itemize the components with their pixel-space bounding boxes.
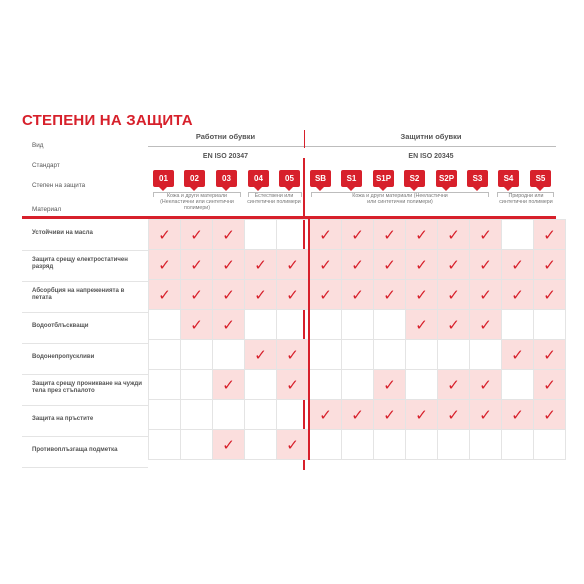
work-standard: EN ISO 20347 xyxy=(202,153,249,160)
check-icon: ✓ xyxy=(222,315,235,334)
row-divider xyxy=(22,250,148,251)
protection-cell xyxy=(374,310,406,340)
protection-cell xyxy=(502,430,534,460)
level-badge-s5: S5 xyxy=(530,170,551,187)
protection-cell xyxy=(181,280,213,310)
work-leather-material: Кожа и други материали (Нееластични или синтетични полимери) xyxy=(160,193,234,212)
protection-cell xyxy=(245,220,277,250)
row-divider xyxy=(22,374,148,375)
protection-cell xyxy=(245,340,277,370)
protection-cell xyxy=(149,340,181,370)
protection-cell xyxy=(245,430,277,460)
safety-leather-material: Кожа и други материали (Нееластични или синтетични полимери) xyxy=(352,193,448,206)
protection-cell xyxy=(245,250,277,280)
protection-cell xyxy=(277,340,310,370)
level-badge-s2p: S2P xyxy=(436,170,457,187)
check-icon: ✓ xyxy=(383,285,396,304)
check-icon: ✓ xyxy=(319,405,332,424)
protection-cell xyxy=(309,430,342,460)
protection-cell xyxy=(213,340,245,370)
table-row xyxy=(149,340,566,370)
protection-cell xyxy=(534,370,566,400)
level-badge-sb: SB xyxy=(310,170,331,187)
protection-cell xyxy=(181,340,213,370)
type-label: Вид xyxy=(32,142,44,149)
check-icon: ✓ xyxy=(319,285,332,304)
table-row xyxy=(149,370,566,400)
protection-cell xyxy=(309,340,342,370)
level-badge-02: 02 xyxy=(184,170,205,187)
check-icon: ✓ xyxy=(543,375,556,394)
protection-cell xyxy=(245,310,277,340)
protection-cell xyxy=(534,340,566,370)
check-icon: ✓ xyxy=(351,285,364,304)
protection-cell xyxy=(470,400,502,430)
check-icon: ✓ xyxy=(158,255,171,274)
protection-cell xyxy=(277,430,310,460)
protection-cell xyxy=(181,430,213,460)
protection-cell xyxy=(406,310,438,340)
protection-cell xyxy=(149,280,181,310)
check-icon: ✓ xyxy=(286,255,299,274)
check-icon: ✓ xyxy=(222,255,235,274)
check-icon: ✓ xyxy=(543,255,556,274)
check-icon: ✓ xyxy=(415,285,428,304)
protection-cell xyxy=(502,400,534,430)
table-row xyxy=(149,430,566,460)
protection-cell xyxy=(502,340,534,370)
check-icon: ✓ xyxy=(190,255,203,274)
row-divider xyxy=(22,281,148,282)
check-icon: ✓ xyxy=(351,225,364,244)
protection-cell xyxy=(309,220,342,250)
protection-cell xyxy=(342,430,374,460)
protection-cell xyxy=(374,220,406,250)
protection-cell xyxy=(149,430,181,460)
protection-cell xyxy=(245,400,277,430)
protection-cell xyxy=(534,310,566,340)
page-title: СТЕПЕНИ НА ЗАЩИТА xyxy=(22,112,193,129)
check-icon: ✓ xyxy=(286,345,299,364)
check-icon: ✓ xyxy=(383,255,396,274)
protection-level-label: Степен на защита xyxy=(32,182,86,189)
protection-cell xyxy=(342,370,374,400)
check-icon: ✓ xyxy=(286,375,299,394)
protection-cell xyxy=(406,280,438,310)
check-icon: ✓ xyxy=(447,405,460,424)
protection-cell xyxy=(149,250,181,280)
protection-cell xyxy=(534,430,566,460)
check-icon: ✓ xyxy=(543,405,556,424)
protection-cell xyxy=(277,280,310,310)
protection-cell xyxy=(406,340,438,370)
protection-cell xyxy=(342,250,374,280)
protection-cell xyxy=(277,370,310,400)
protection-cell xyxy=(470,280,502,310)
check-icon: ✓ xyxy=(222,285,235,304)
feature-label: Противоплъзгаща подметка xyxy=(32,446,118,453)
protection-cell xyxy=(374,430,406,460)
protection-cell xyxy=(438,250,470,280)
protection-cell xyxy=(181,250,213,280)
check-icon: ✓ xyxy=(415,405,428,424)
protection-cell xyxy=(309,310,342,340)
check-icon: ✓ xyxy=(543,345,556,364)
protection-cell xyxy=(213,220,245,250)
protection-cell xyxy=(181,220,213,250)
protection-cell xyxy=(374,370,406,400)
check-icon: ✓ xyxy=(447,375,460,394)
protection-cell xyxy=(438,310,470,340)
protection-cell xyxy=(342,340,374,370)
protection-cell xyxy=(309,280,342,310)
safety-natural-material: Природни или синтетични полимери xyxy=(499,193,553,206)
protection-cell xyxy=(534,250,566,280)
protection-cell xyxy=(406,400,438,430)
check-icon: ✓ xyxy=(511,255,524,274)
check-icon: ✓ xyxy=(543,225,556,244)
protection-cell xyxy=(406,220,438,250)
level-badge-04: 04 xyxy=(248,170,269,187)
protection-cell xyxy=(277,310,310,340)
protection-cell xyxy=(502,220,534,250)
check-icon: ✓ xyxy=(286,435,299,454)
check-icon: ✓ xyxy=(479,375,492,394)
protection-cell xyxy=(374,250,406,280)
material-label: Материал xyxy=(32,206,62,213)
protection-cell xyxy=(277,250,310,280)
table-row xyxy=(149,250,566,280)
protection-cell xyxy=(438,340,470,370)
row-divider xyxy=(22,436,148,437)
check-icon: ✓ xyxy=(415,315,428,334)
check-icon: ✓ xyxy=(351,255,364,274)
protection-cell xyxy=(470,310,502,340)
protection-cell xyxy=(181,310,213,340)
check-icon: ✓ xyxy=(351,405,364,424)
level-badge-01: 01 xyxy=(153,170,174,187)
level-badge-s2: S2 xyxy=(404,170,425,187)
protection-cell xyxy=(149,220,181,250)
protection-cell xyxy=(309,250,342,280)
protection-cell xyxy=(342,280,374,310)
feature-label: Устойчиви на масла xyxy=(32,229,93,236)
standard-label: Стандарт xyxy=(32,162,60,169)
protection-cell xyxy=(342,400,374,430)
check-icon: ✓ xyxy=(190,225,203,244)
protection-cell xyxy=(309,370,342,400)
check-icon: ✓ xyxy=(479,255,492,274)
table-row xyxy=(149,400,566,430)
check-icon: ✓ xyxy=(511,285,524,304)
protection-cell xyxy=(245,370,277,400)
check-icon: ✓ xyxy=(479,285,492,304)
check-icon: ✓ xyxy=(383,375,396,394)
check-icon: ✓ xyxy=(543,285,556,304)
level-badge-s4: S4 xyxy=(498,170,519,187)
check-icon: ✓ xyxy=(383,225,396,244)
safety-shoes-heading: Защитни обувки xyxy=(400,132,462,141)
feature-label: Защита срещу електростатичен разряд xyxy=(32,256,128,271)
check-icon: ✓ xyxy=(222,435,235,454)
check-icon: ✓ xyxy=(319,225,332,244)
protection-cell xyxy=(470,220,502,250)
protection-cell xyxy=(470,370,502,400)
row-divider xyxy=(22,343,148,344)
check-icon: ✓ xyxy=(286,285,299,304)
level-badge-s1: S1 xyxy=(341,170,362,187)
work-shoes-heading: Работни обувки xyxy=(195,132,256,141)
row-divider xyxy=(22,467,148,468)
level-badge-s3: S3 xyxy=(467,170,488,187)
check-icon: ✓ xyxy=(190,285,203,304)
table-row xyxy=(149,310,566,340)
protection-cell xyxy=(213,430,245,460)
protection-cell xyxy=(149,310,181,340)
check-icon: ✓ xyxy=(319,255,332,274)
level-badge-s1p: S1P xyxy=(373,170,394,187)
level-badge-05: 05 xyxy=(279,170,300,187)
protection-cell xyxy=(245,280,277,310)
group-divider-top xyxy=(304,130,305,148)
check-icon: ✓ xyxy=(158,285,171,304)
protection-cell xyxy=(213,280,245,310)
check-icon: ✓ xyxy=(479,225,492,244)
feature-label: Защита на пръстите xyxy=(32,415,94,422)
protection-cell xyxy=(438,400,470,430)
protection-cell xyxy=(374,340,406,370)
protection-cell xyxy=(181,370,213,400)
check-icon: ✓ xyxy=(190,315,203,334)
check-icon: ✓ xyxy=(447,315,460,334)
protection-cell xyxy=(213,370,245,400)
protection-cell xyxy=(502,280,534,310)
safety-standard: EN ISO 20345 xyxy=(408,153,454,160)
feature-label: Абсорбция на напреженията в петата xyxy=(32,287,125,302)
protection-cell xyxy=(149,400,181,430)
protection-cell xyxy=(374,280,406,310)
table-row xyxy=(149,280,566,310)
check-icon: ✓ xyxy=(254,285,267,304)
work-natural-material: Естествени или синтетични полимери xyxy=(247,193,301,206)
protection-cell xyxy=(181,400,213,430)
row-divider xyxy=(22,405,148,406)
check-icon: ✓ xyxy=(511,405,524,424)
check-icon: ✓ xyxy=(254,255,267,274)
header-divider xyxy=(148,146,556,147)
check-icon: ✓ xyxy=(415,225,428,244)
check-icon: ✓ xyxy=(383,405,396,424)
protection-cell xyxy=(438,280,470,310)
level-badge-03: 03 xyxy=(216,170,237,187)
protection-cell xyxy=(406,430,438,460)
check-icon: ✓ xyxy=(447,285,460,304)
protection-cell xyxy=(502,370,534,400)
protection-cell xyxy=(470,340,502,370)
check-icon: ✓ xyxy=(222,375,235,394)
protection-cell xyxy=(213,400,245,430)
check-icon: ✓ xyxy=(511,345,524,364)
protection-cell xyxy=(438,430,470,460)
check-icon: ✓ xyxy=(415,255,428,274)
check-icon: ✓ xyxy=(254,345,267,364)
protection-cell xyxy=(438,370,470,400)
protection-cell xyxy=(534,400,566,430)
protection-cell xyxy=(438,220,470,250)
check-icon: ✓ xyxy=(447,255,460,274)
table-row xyxy=(149,220,566,250)
protection-cell xyxy=(213,250,245,280)
protection-cell xyxy=(406,250,438,280)
protection-cell xyxy=(149,370,181,400)
feature-label: Водоотблъскващи xyxy=(32,322,89,329)
check-icon: ✓ xyxy=(447,225,460,244)
check-icon: ✓ xyxy=(158,225,171,244)
protection-cell xyxy=(470,250,502,280)
check-icon: ✓ xyxy=(222,225,235,244)
protection-cell xyxy=(342,220,374,250)
protection-cell xyxy=(213,310,245,340)
protection-cell xyxy=(534,220,566,250)
check-icon: ✓ xyxy=(479,315,492,334)
protection-cell xyxy=(374,400,406,430)
feature-label: Защита срещу проникване на чужди тела през стъпалото xyxy=(32,380,143,395)
protection-cell xyxy=(502,310,534,340)
protection-cell xyxy=(277,220,310,250)
row-divider xyxy=(22,312,148,313)
feature-label: Водонепропускливи xyxy=(32,353,95,360)
protection-cell xyxy=(502,250,534,280)
protection-cell xyxy=(470,430,502,460)
protection-cell xyxy=(309,400,342,430)
protection-cell xyxy=(342,310,374,340)
protection-cell xyxy=(534,280,566,310)
check-icon: ✓ xyxy=(479,405,492,424)
protection-grid xyxy=(148,219,566,460)
protection-cell xyxy=(406,370,438,400)
protection-cell xyxy=(277,400,310,430)
